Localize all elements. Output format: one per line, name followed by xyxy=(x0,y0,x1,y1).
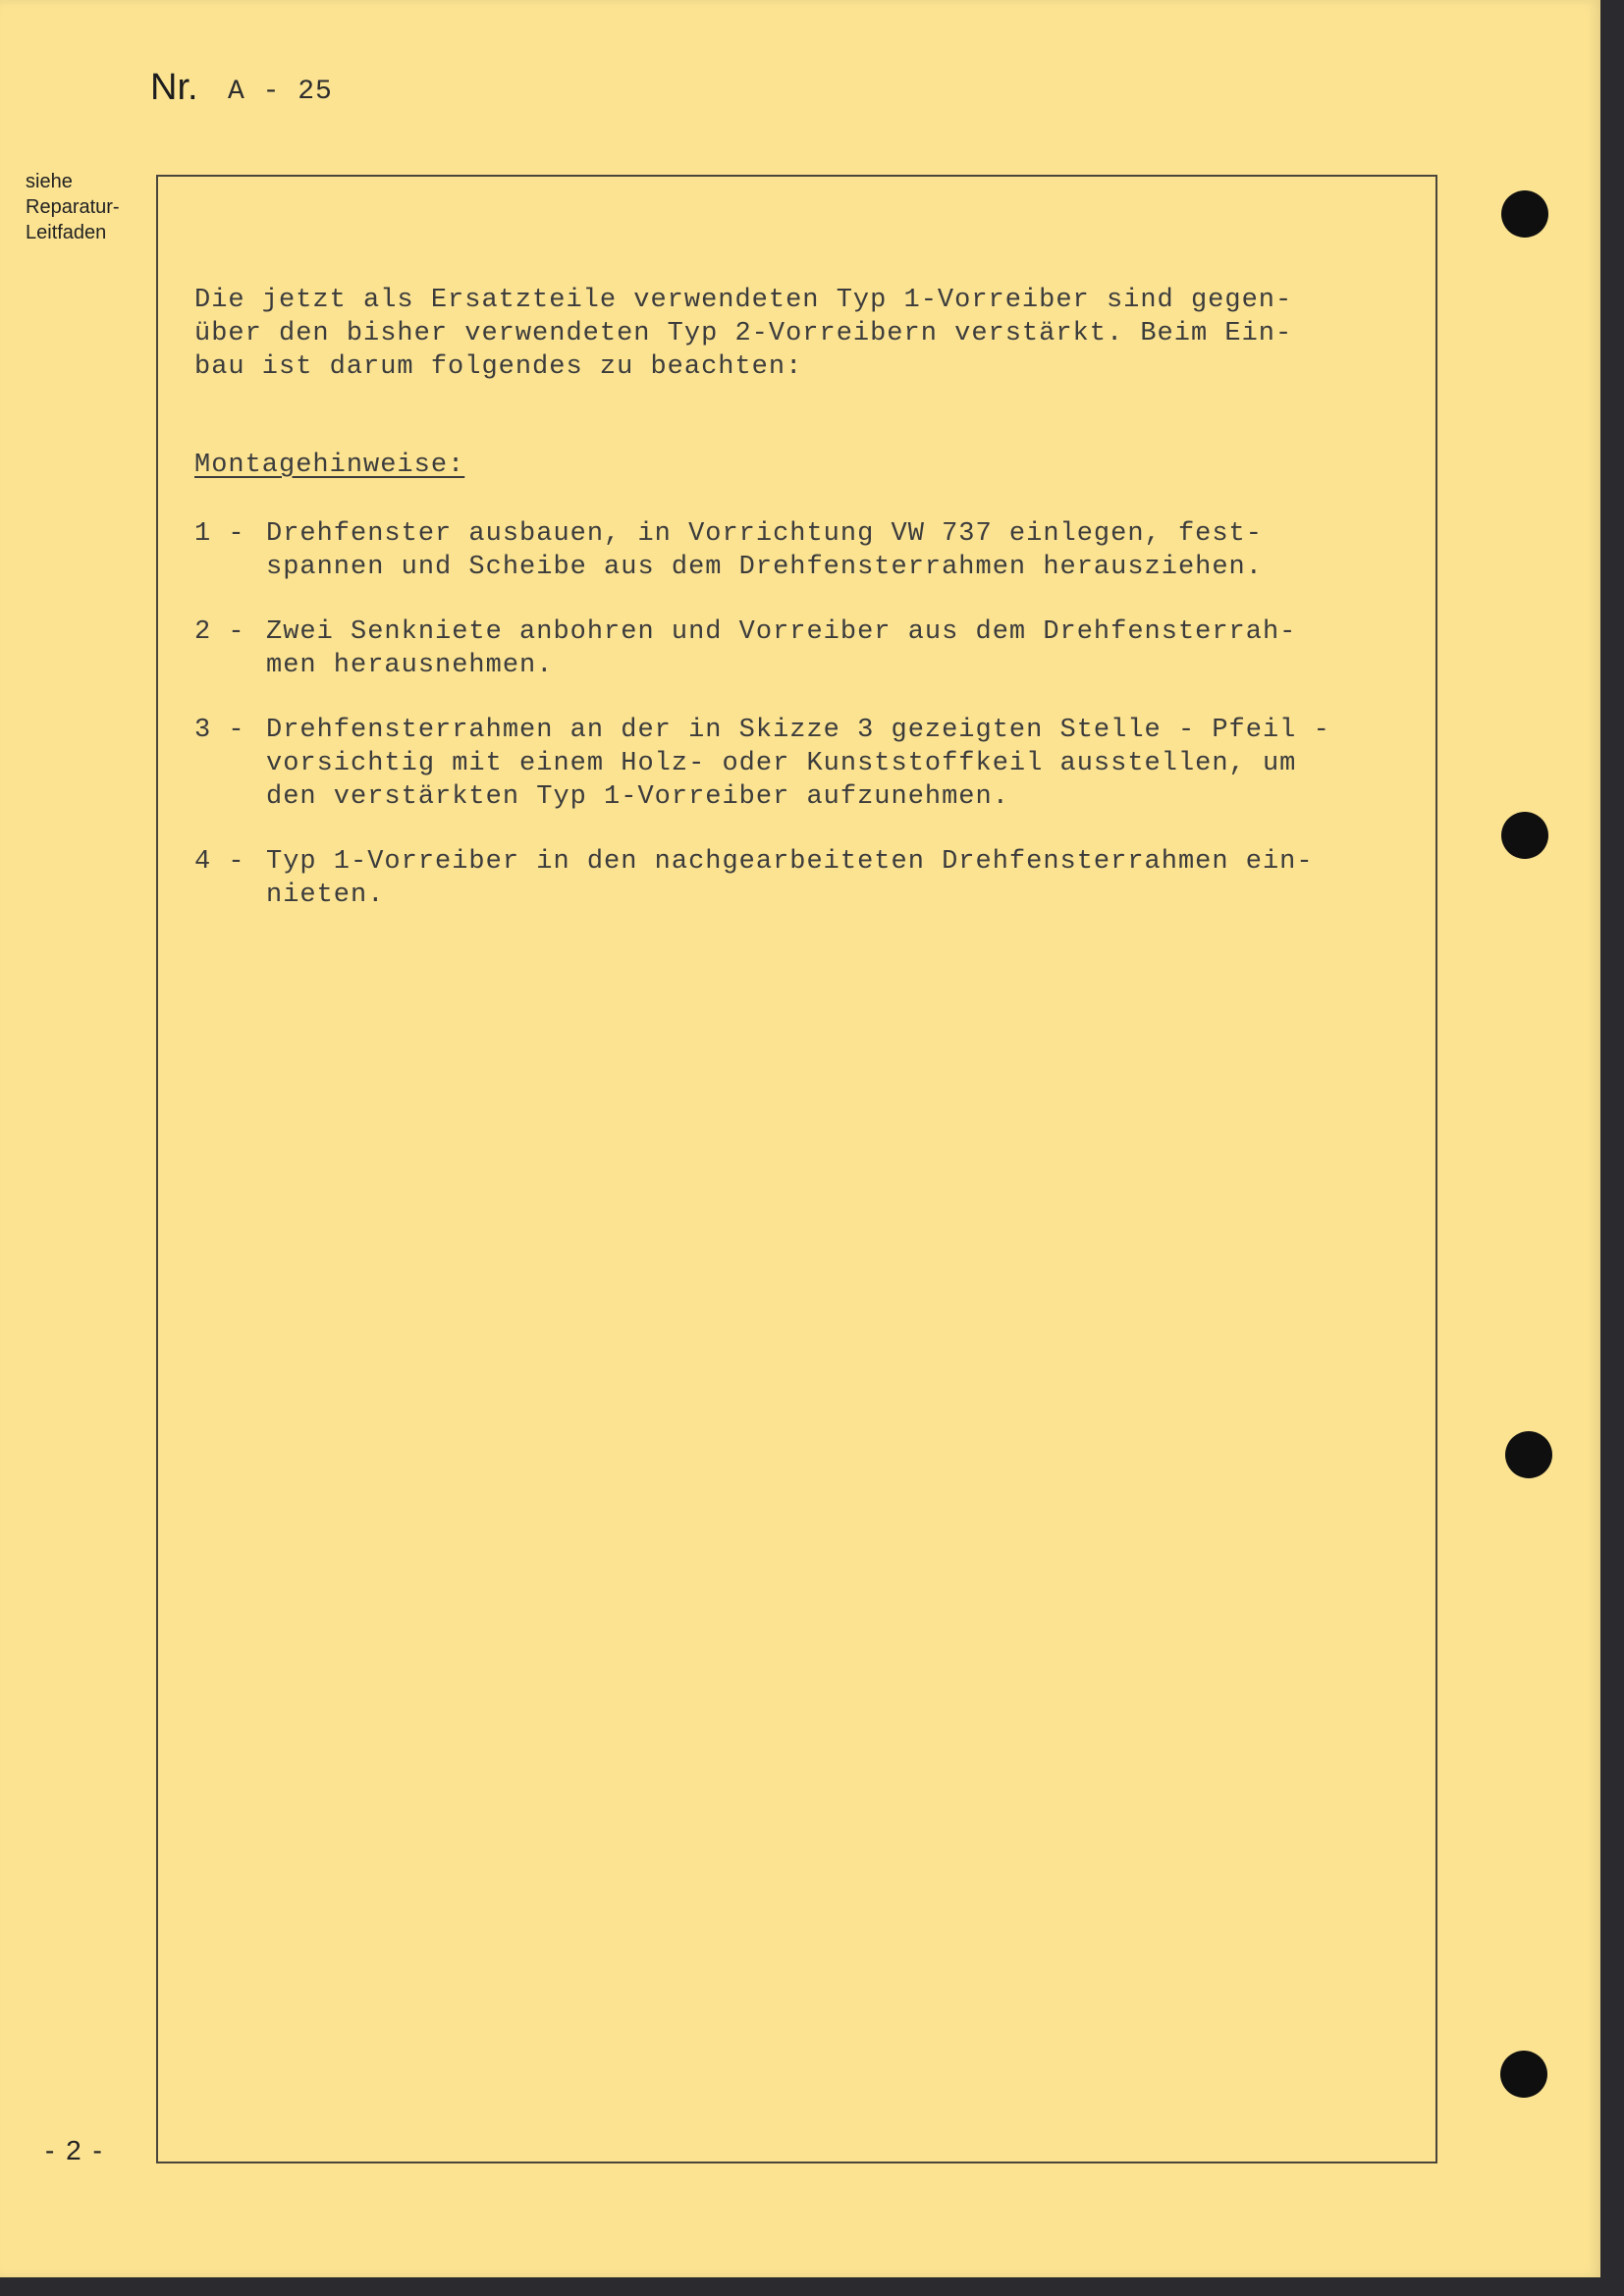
side-note-line: siehe xyxy=(26,171,73,192)
intro-line: Die jetzt als Ersatzteile verwendeten Typ 1-Vorreiber sind gegen- xyxy=(194,286,1293,315)
intro-paragraph xyxy=(194,284,1392,384)
step-number: 4 - xyxy=(194,847,245,877)
punch-hole xyxy=(1500,2051,1547,2098)
step-line: Drehfensterrahmen an der in Skizze 3 gezeigten Stelle - Pfeil - xyxy=(266,716,1330,745)
step-text xyxy=(266,714,1392,814)
side-note-line: Leitfaden xyxy=(26,222,107,243)
step-number: 2 - xyxy=(194,617,245,647)
punch-hole xyxy=(1501,812,1548,859)
punch-hole xyxy=(1501,190,1548,238)
step-line: vorsichtig mit einem Holz- oder Kunststoffkeil ausstellen, um xyxy=(266,749,1297,778)
step-text xyxy=(266,517,1392,584)
page-number: - 2 - xyxy=(45,2135,104,2165)
instruction-step xyxy=(194,714,1392,814)
step-line: Zwei Senkniete anbohren und Vorreiber aus dem Drehfensterrah- xyxy=(266,617,1297,647)
document-number-label: Nr. xyxy=(150,67,198,108)
step-line: spannen und Scheibe aus dem Drehfensterrahmen herausziehen. xyxy=(266,553,1263,582)
section-heading: Montagehinweise: xyxy=(194,451,465,480)
instruction-step xyxy=(194,845,1392,912)
step-number: 1 - xyxy=(194,519,245,549)
step-text xyxy=(266,845,1392,912)
intro-line: bau ist darum folgendes zu beachten: xyxy=(194,352,803,382)
document-number: A - 25 xyxy=(228,77,333,107)
step-line: Drehfenster ausbauen, in Vorrichtung VW 737 einlegen, fest- xyxy=(266,519,1263,549)
side-note-line: Reparatur- xyxy=(26,196,120,218)
step-line: Typ 1-Vorreiber in den nachgearbeiteten Drehfensterrahmen ein- xyxy=(266,847,1314,877)
step-line: den verstärkten Typ 1-Vorreiber aufzunehmen. xyxy=(266,782,1009,812)
step-line: men herausnehmen. xyxy=(266,651,554,680)
step-line: nieten. xyxy=(266,881,385,910)
document-body xyxy=(194,284,1392,943)
intro-line: über den bisher verwendeten Typ 2-Vorreibern verstärkt. Beim Ein- xyxy=(194,319,1293,348)
step-number: 3 - xyxy=(194,716,245,745)
side-note xyxy=(26,169,120,245)
instruction-step xyxy=(194,615,1392,682)
instruction-step xyxy=(194,517,1392,584)
punch-hole xyxy=(1505,1431,1552,1478)
step-text xyxy=(266,615,1392,682)
